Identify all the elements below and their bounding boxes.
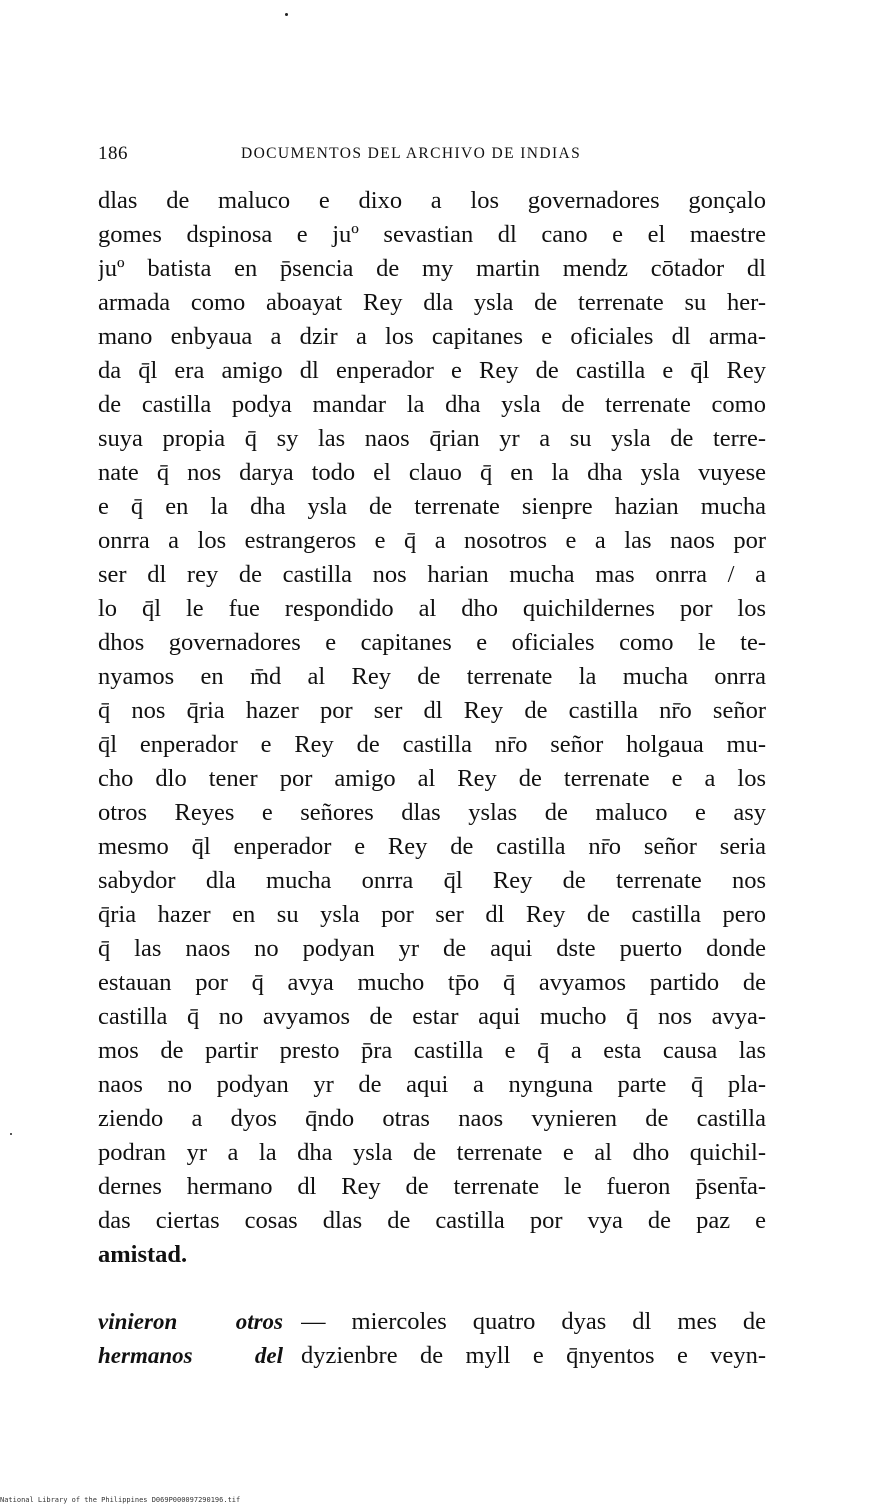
section-entry [98,1305,766,1385]
text-line: castilla q̄ no avyamos de estar aqui mucho q̄ nos avya- [98,1003,766,1030]
text-line: lo q̄l le fue respondido al dho quichildernes por los [98,595,766,622]
text-line: dlas de maluco e dixo a los governadores gonçalo [98,187,766,214]
text-line: amistad. [98,1241,188,1268]
margin-note-line: vinieron otros [98,1309,283,1334]
text-line: mos de partir presto p̄ra castilla e q̄ a esta causa las [98,1037,766,1064]
scan-speck [285,13,288,16]
page-number: 186 [98,143,128,164]
text-line: suya propia q̄ sy las naos q̄rian yr a su ysla de terre- [98,425,766,452]
text-line: e q̄ en la dha ysla de terrenate sienpre hazian mucha [98,493,766,520]
scan-footer: National Library of the Philippines D069P000097290196.tif [0,1496,241,1504]
text-line: juº batista en p̄sencia de my martin mendz cōtador dl [98,255,766,282]
text-line: sabydor dla mucha onrra q̄l Rey de terrenate nos [98,867,766,894]
text-line: ziendo a dyos q̄ndo otras naos vynieren de castilla [98,1105,766,1132]
margin-note-line: hermanos del [98,1343,283,1368]
text-line: dernes hermano dl Rey de terrenate le fueron p̄sent̄a- [98,1173,766,1200]
text-line: nyamos en m̄d al Rey de terrenate la mucha onrra [98,663,766,690]
text-line: mano enbyaua a dzir a los capitanes e oficiales dl arma- [98,323,766,350]
text-line: dhos governadores e capitanes e oficiales como le te- [98,629,766,656]
text-line: da q̄l era amigo dl enperador e Rey de castilla e q̄l Rey [98,357,766,384]
text-line: podran yr a la dha ysla de terrenate e al dho quichil- [98,1139,766,1166]
text-line: de castilla podya mandar la dha ysla de terrenate como [98,391,766,418]
text-line: cho dlo tener por amigo al Rey de terrenate e a los [98,765,766,792]
text-line: ser dl rey de castilla nos harian mucha mas onrra / a [98,561,766,588]
running-head: DOCUMENTOS DEL ARCHIVO DE INDIAS [241,145,582,162]
text-line: mesmo q̄l enperador e Rey de castilla nr̄o señor seria [98,833,766,860]
text-line: otros Reyes e señores dlas yslas de maluco e asy [98,799,766,826]
section-body [301,1305,766,1373]
text-line: naos no podyan yr de aqui a nynguna parte q̄ pla- [98,1071,766,1098]
text-line: q̄ria hazer en su ysla por ser dl Rey de castilla pero [98,901,766,928]
page-header [98,143,778,167]
text-line: armada como aboayat Rey dla ysla de terrenate su her- [98,289,766,316]
margin-note [98,1305,283,1373]
text-line: q̄ las naos no podyan yr de aqui dste puerto donde [98,935,766,962]
scan-speck [10,1133,12,1135]
text-line: gomes dspinosa e juº sevastian dl cano e el maestre [98,221,766,248]
text-line: dyzienbre de myll e q̄nyentos e veyn- [301,1342,766,1369]
text-line: das ciertas cosas dlas de castilla por vya de paz e [98,1207,766,1234]
text-line: q̄l enperador e Rey de castilla nr̄o señor holgaua mu- [98,731,766,758]
text-line: — miercoles quatro dyas dl mes de [301,1308,766,1335]
text-line: q̄ nos q̄ria hazer por ser dl Rey de castilla nr̄o señor [98,697,766,724]
text-line: onrra a los estrangeros e q̄ a nosotros e a las naos por [98,527,766,554]
text-line: estauan por q̄ avya mucho tp̄o q̄ avyamos partido de [98,969,766,996]
text-line: nate q̄ nos darya todo el clauo q̄ en la dha ysla vuyese [98,459,766,486]
body-text [98,184,766,1272]
